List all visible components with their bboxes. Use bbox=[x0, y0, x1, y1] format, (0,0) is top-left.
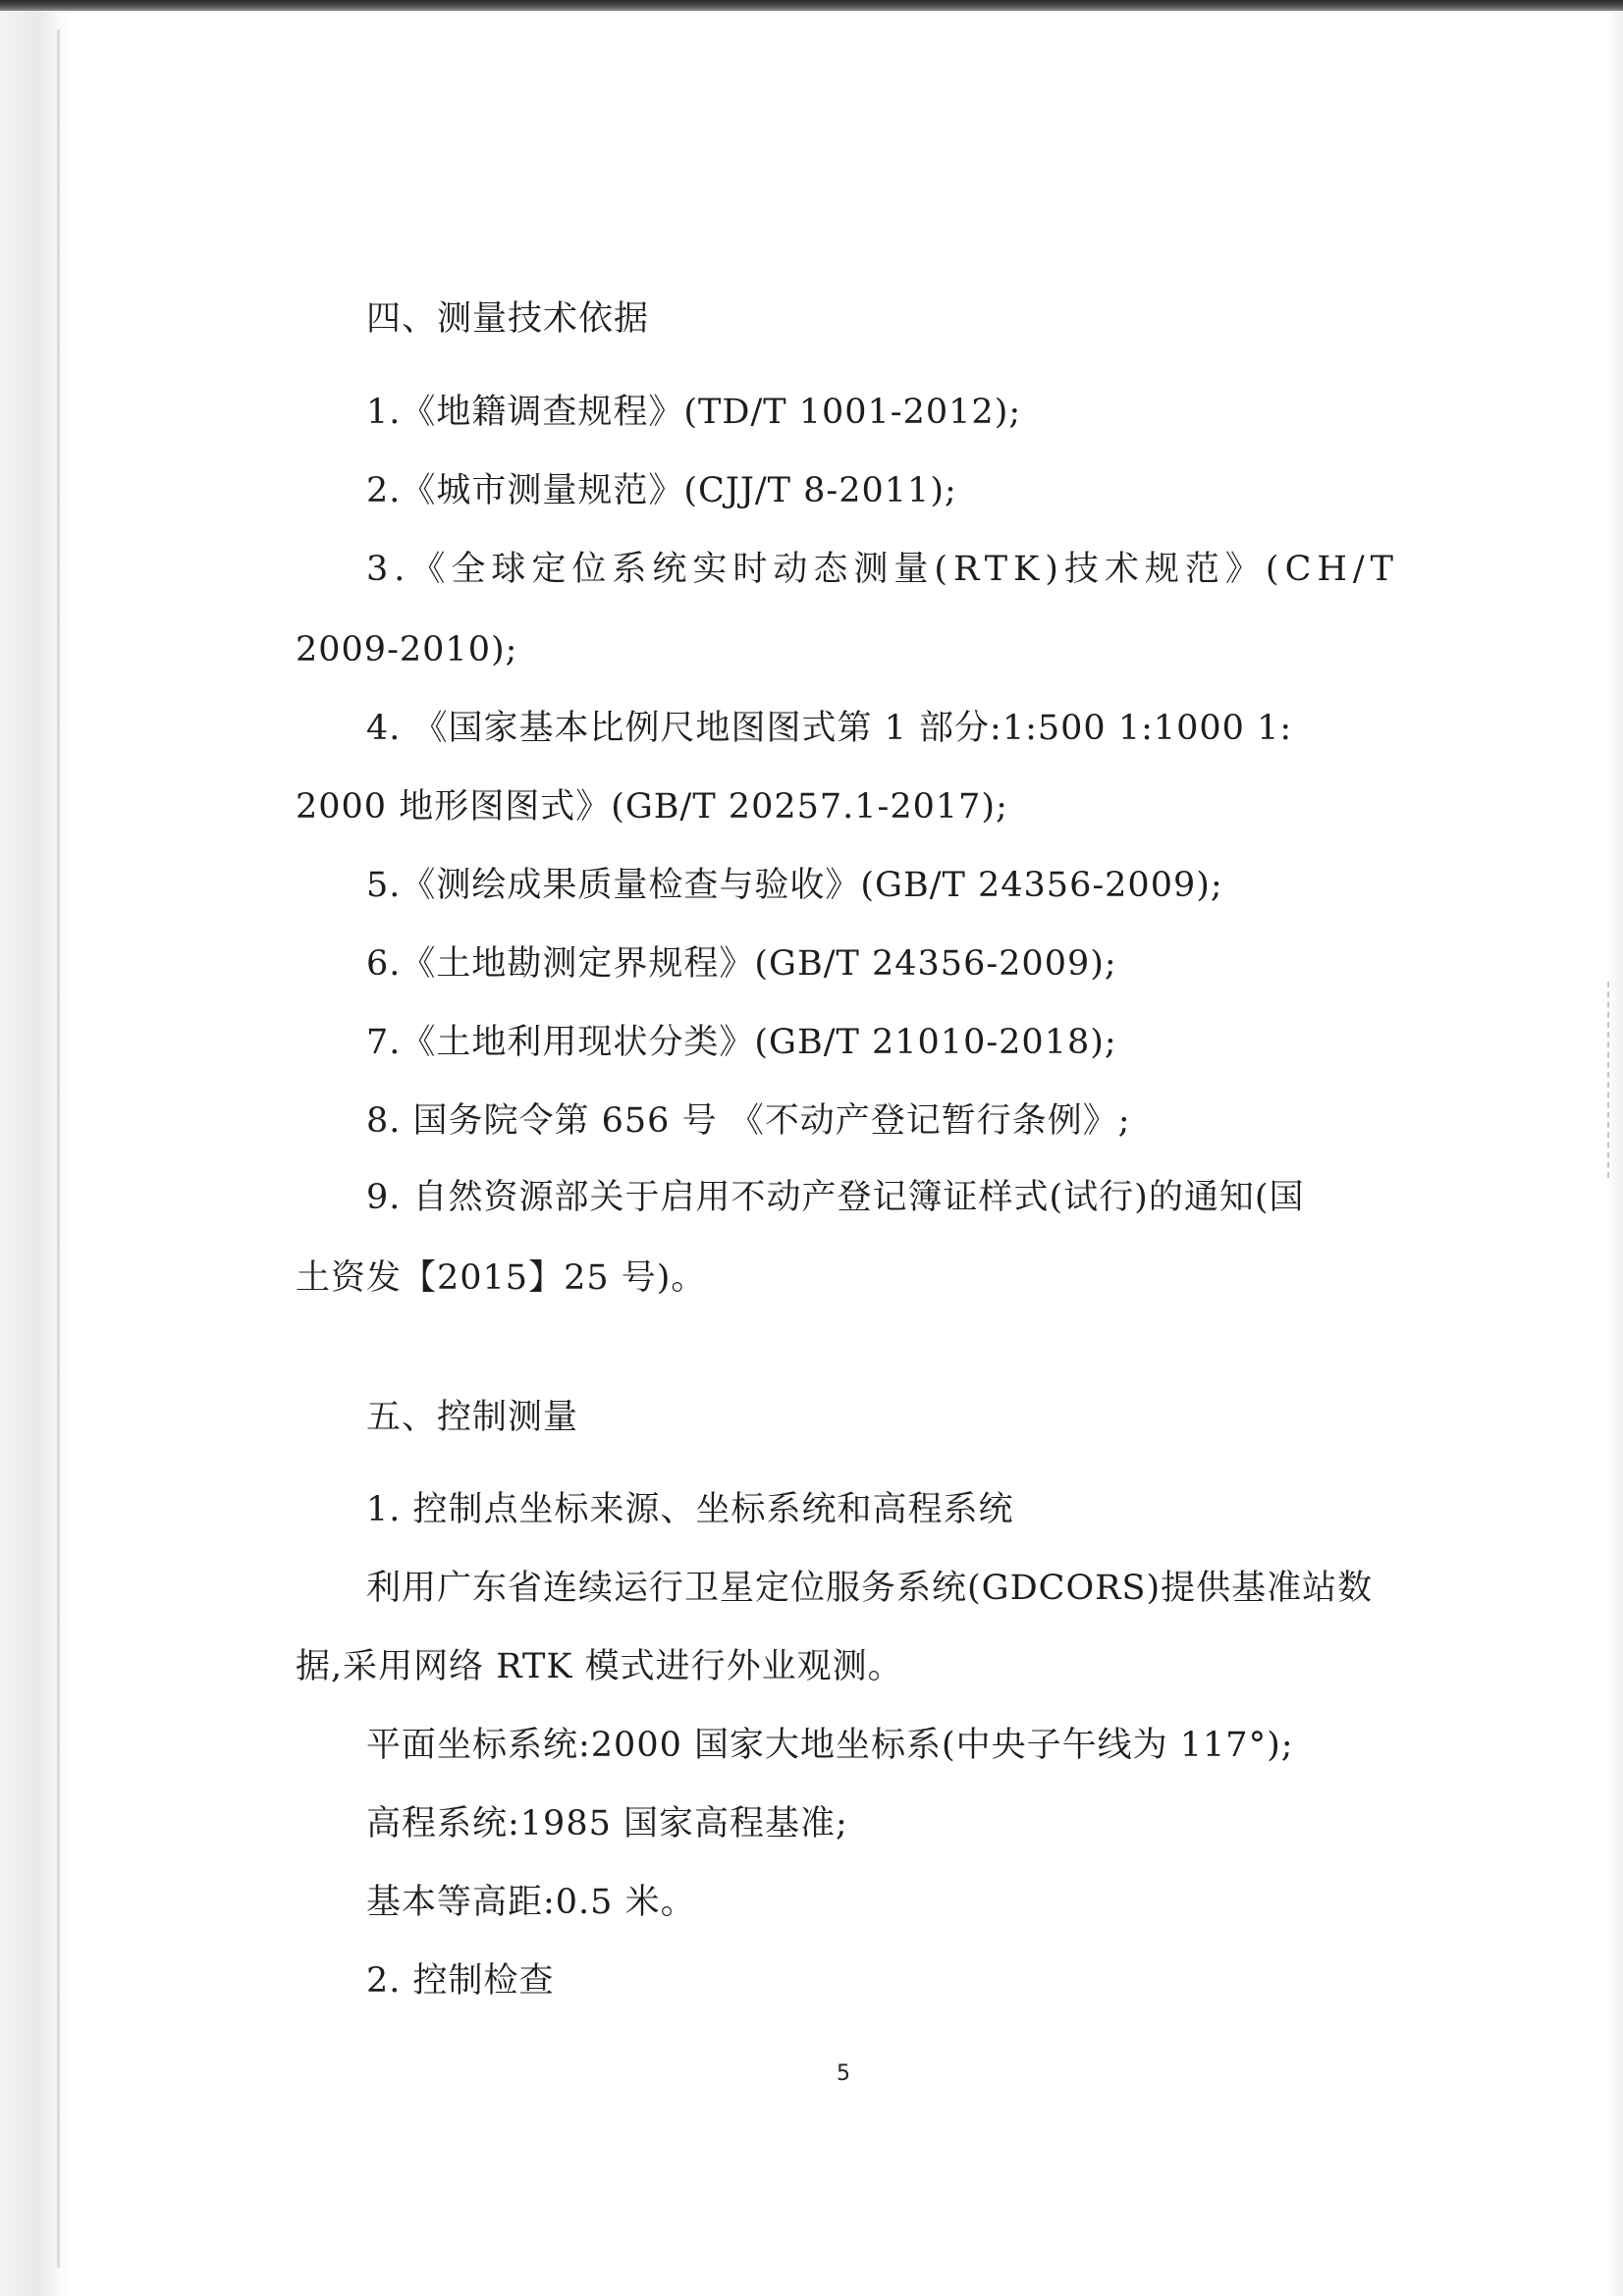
reference-item-9: 9. 自然资源部关于启用不动产登记簿证样式(试行)的通知(国 bbox=[366, 1178, 1305, 1217]
contour-interval: 基本等高距:0.5 米。 bbox=[366, 1883, 696, 1922]
page-number: 5 bbox=[837, 2061, 850, 2086]
reference-item-3: 3.《全球定位系统实时动态测量(RTK)技术规范》(CH/T bbox=[366, 550, 1400, 589]
section-5-heading: 五、控制测量 bbox=[366, 1398, 579, 1437]
reference-item-1: 1.《地籍调查规程》(TD/T 1001-2012); bbox=[366, 393, 1022, 432]
paragraph-gdcors-line-2: 据,采用网络 RTK 模式进行外业观测。 bbox=[296, 1647, 903, 1686]
subheading-control-point-source: 1. 控制点坐标来源、坐标系统和高程系统 bbox=[366, 1490, 1014, 1529]
subheading-control-check: 2. 控制检查 bbox=[366, 1961, 555, 2001]
reference-item-5: 5.《测绘成果质量检查与验收》(GB/T 24356-2009); bbox=[366, 866, 1223, 905]
reference-item-6: 6.《土地勘测定界规程》(GB/T 24356-2009); bbox=[366, 944, 1117, 984]
reference-item-4: 4. 《国家基本比例尺地图图式第 1 部分:1:500 1:1000 1: bbox=[366, 709, 1293, 748]
reference-item-8: 8. 国务院令第 656 号 《不动产登记暂行条例》; bbox=[366, 1101, 1131, 1141]
reference-item-3-continued: 2009-2010); bbox=[296, 630, 518, 669]
reference-item-4-continued: 2000 地形图图式》(GB/T 20257.1-2017); bbox=[296, 787, 1008, 827]
reference-item-7: 7.《土地利用现状分类》(GB/T 21010-2018); bbox=[366, 1023, 1117, 1062]
reference-item-9-continued: 土资发【2015】25 号)。 bbox=[296, 1258, 707, 1298]
reference-item-2: 2.《城市测量规范》(CJJ/T 8-2011); bbox=[366, 471, 957, 510]
section-4-heading: 四、测量技术依据 bbox=[366, 299, 650, 339]
paragraph-gdcors-line-1: 利用广东省连续运行卫星定位服务系统(GDCORS)提供基准站数 bbox=[366, 1569, 1374, 1608]
plane-coordinate-system: 平面坐标系统:2000 国家大地坐标系(中央子午线为 117°); bbox=[366, 1726, 1294, 1765]
height-system: 高程系统:1985 国家高程基准; bbox=[366, 1804, 848, 1843]
